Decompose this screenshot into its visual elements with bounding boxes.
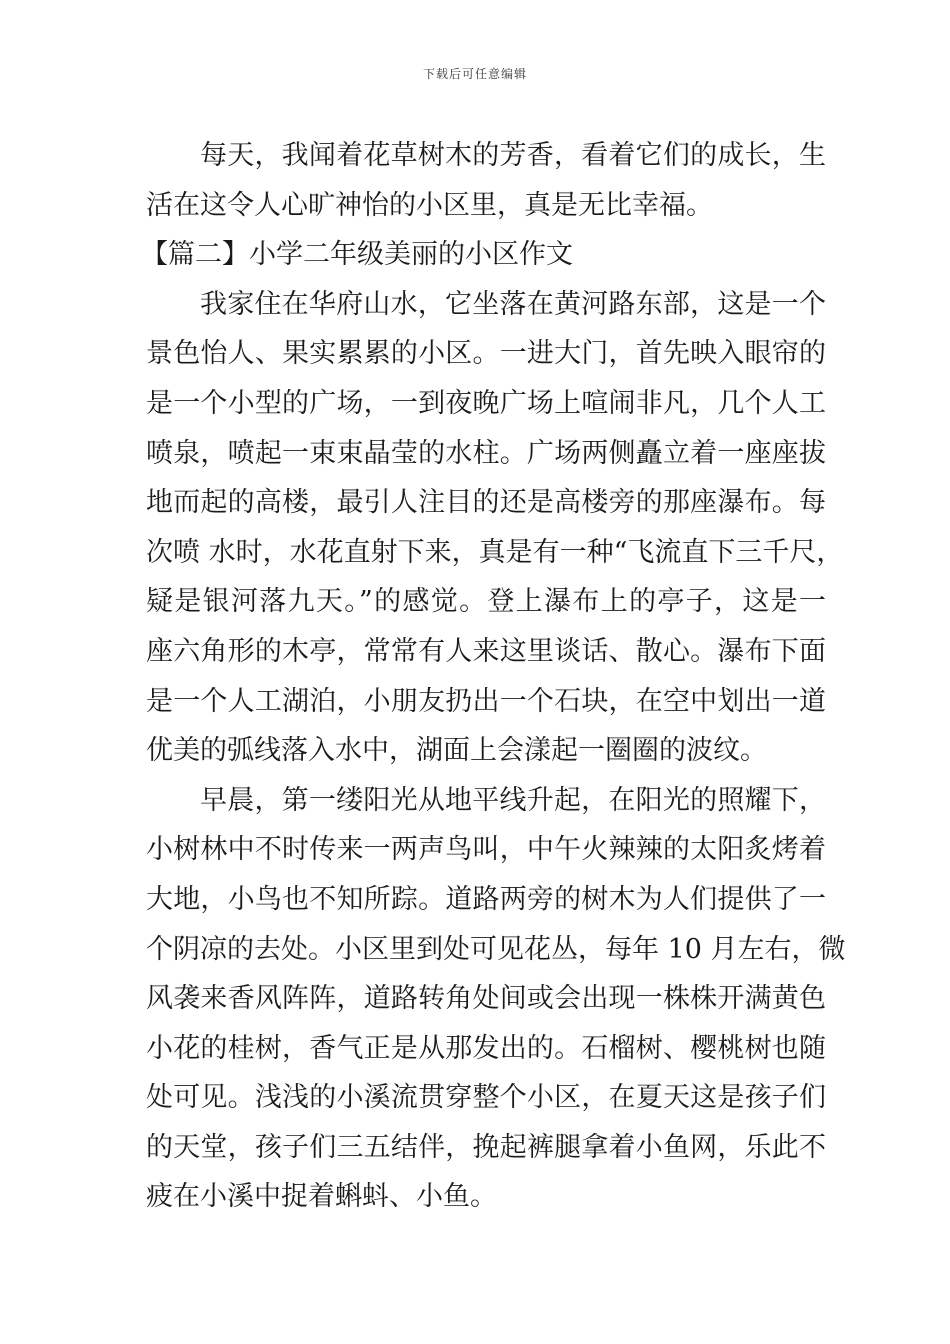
paragraph-line: 活在这令人心旷神怡的小区里，真是无比幸福。	[146, 189, 713, 221]
section-heading	[141, 230, 826, 280]
paragraph-line: 疲在小溪中捉着蝌蚪、小鱼。	[146, 1181, 497, 1213]
paragraph-line: 处可见。浅浅的小溪流贯穿整个小区，在夏天这是孩子们	[146, 1082, 826, 1114]
paragraph-2	[146, 280, 844, 776]
paragraph-line: 次喷 水时，水花直射下来，真是有一种“飞流直下三千尺，	[146, 536, 844, 568]
paragraph-line: 大地，小鸟也不知所踪。道路两旁的树木为人们提供了一	[146, 883, 826, 915]
paragraph-line: 优美的弧线落入水中，湖面上会漾起一圈圈的波纹。	[146, 735, 767, 767]
heading-text: 【篇二】小学二年级美丽的小区作文	[141, 239, 573, 271]
paragraph-line: 每天，我闻着花草树木的芳香，看着它们的成长，生	[200, 140, 826, 171]
paragraph-line: 疑是银河落九天。”的感觉。登上瀑布上的亭子，这是一	[146, 586, 826, 618]
paragraph-1	[146, 131, 826, 230]
paragraph-line: 地而起的高楼，最引人注目的还是高楼旁的那座瀑布。每	[146, 487, 826, 519]
paragraph-3	[146, 776, 846, 1222]
paragraph-line: 座六角形的木亭，常常有人来这里谈话、散心。瀑布下面	[146, 635, 826, 667]
paragraph-line: 个阴凉的去处。小区里到处可见花丛，每年 10 月左右，微	[146, 933, 846, 965]
paragraph-line: 我家住在华府山水，它坐落在黄河路东部，这是一个	[200, 288, 826, 320]
document-body	[141, 131, 846, 1222]
page-header: 下载后可任意编辑	[422, 67, 527, 81]
paragraph-line: 喷泉，喷起一束束晶莹的水柱。广场两侧矗立着一座座拔	[146, 437, 826, 469]
paragraph-line: 景色怡人、果实累累的小区。一进大门，首先映入眼帘的	[146, 338, 826, 370]
paragraph-line: 小树林中不时传来一两声鸟叫，中午火辣辣的太阳炙烤着	[146, 834, 826, 866]
paragraph-line: 风袭来香风阵阵，道路转角处间或会出现一株株开满黄色	[146, 983, 826, 1015]
paragraph-line: 早晨，第一缕阳光从地平线升起，在阳光的照耀下，	[200, 784, 826, 816]
paragraph-line: 小花的桂树，香气正是从那发出的。石榴树、樱桃树也随	[146, 1032, 826, 1064]
paragraph-line: 的天堂，孩子们三五结伴，挽起裤腿拿着小鱼网，乐此不	[146, 1131, 826, 1163]
paragraph-line: 是一个人工湖泊，小朋友扔出一个石块，在空中划出一道	[146, 685, 826, 717]
paragraph-line: 是一个小型的广场，一到夜晚广场上喧闹非凡，几个人工	[146, 387, 826, 419]
